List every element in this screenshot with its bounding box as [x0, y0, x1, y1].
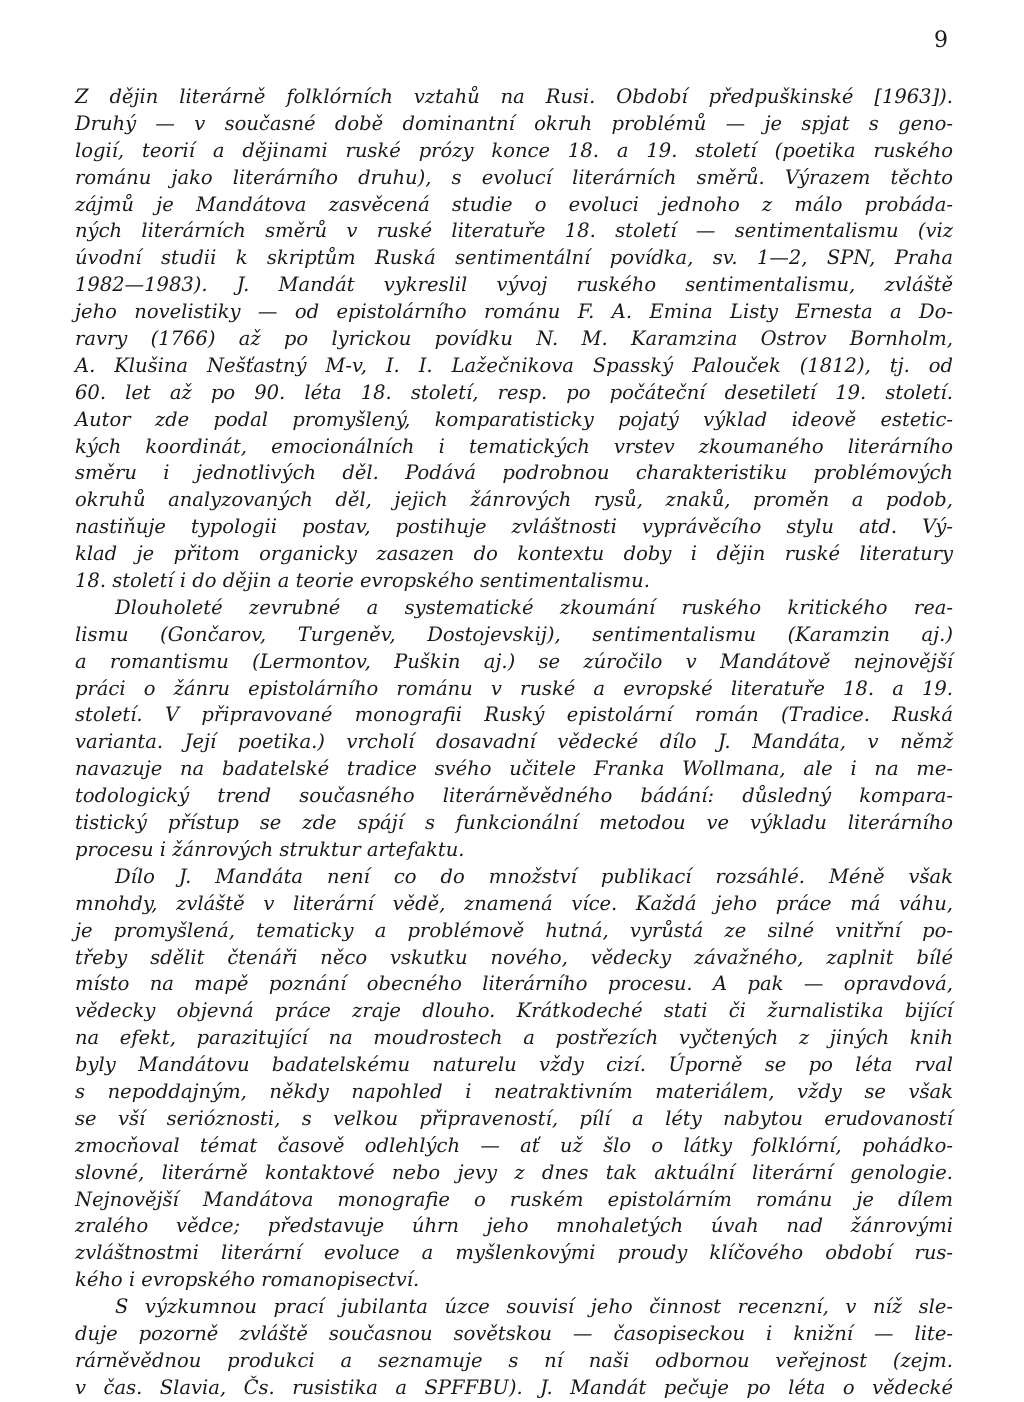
text-line: na efekt, parazitující na moudrostech a postřezích vyčtených z jiných knih: [75, 1026, 953, 1050]
text-line: zmocňoval témat časově odlehlých — ať už šlo o látky folklórní, pohádko-: [75, 1133, 953, 1157]
text-line: směru i jednotlivých děl. Podává podrobnou charakteristiku problémových: [75, 461, 953, 485]
text-line: zájmů je Mandátova zasvěcená studie o evoluci jednoho z málo probáda-: [75, 192, 953, 216]
text-line: 1982—1983). J. Mandát vykreslil vývoj ruského sentimentalismu, zvláště: [75, 273, 953, 297]
text-line: kých koordinát, emocionálních i tematických vrstev zkoumaného literárního: [75, 434, 953, 458]
text-line: vědecky objevná práce zraje dlouho. Krátkodeché stati či žurnalistika bijící: [75, 999, 953, 1023]
text-line: v čas. Slavia, Čs. rusistika a SPFFBU). J. Mandát pečuje po léta o vědecké: [75, 1375, 953, 1399]
text-line: úvodní studii k skriptům Ruská sentimentální povídka, sv. 1—2, SPN, Praha: [75, 246, 953, 270]
text-line: třeby sdělit čtenáři něco vskutku nového, vědecky závažného, zaplnit bílé: [75, 945, 953, 969]
text-line: Autor zde podal promyšlený, komparatisticky pojatý výklad ideově estetic-: [75, 407, 953, 431]
text-line: logií, teorií a dějinami ruské prózy konce 18. a 19. století (poetika ruského: [75, 138, 953, 162]
text-line: Dlouholeté zevrubné a systematické zkoumání ruského kritického rea-: [115, 595, 953, 619]
text-line: místo na mapě poznání obecného literárního procesu. A pak — opravdová,: [75, 972, 953, 996]
text-line: jeho novelistiky — od epistolárního románu F. A. Emina Listy Ernesta a Do-: [75, 300, 953, 324]
text-line: ných literárních směrů v ruské literatuře 18. století — sentimentalismu (viz: [75, 219, 953, 243]
text-line: slovné, literárně kontaktové nebo jevy z dnes tak aktuální literární genologie.: [75, 1160, 953, 1184]
text-line: Druhý — v současné době dominantní okruh problémů — je spjat s geno-: [75, 111, 953, 135]
text-line: klad je přitom organicky zasazen do kontextu doby i dějin ruské literatury: [75, 542, 953, 566]
text-line: s nepoddajným, někdy napohled i neatraktivním materiálem, vždy se však: [75, 1079, 953, 1103]
text-line: se vší serióznosti, s velkou připraveností, pílí a léty nabytou erudovaností: [75, 1106, 953, 1130]
text-line: století. V připravované monografii Ruský epistolární román (Tradice. Ruská: [75, 703, 953, 727]
page-number: 9: [934, 28, 948, 53]
text-line: 60. let až po 90. léta 18. století, resp. po počáteční desetiletí 19. století.: [75, 380, 953, 404]
text-line: procesu i žánrových struktur artefaktu.: [75, 837, 465, 861]
text-line: nastiňuje typologii postav, postihuje zvláštnosti vyprávěcího stylu atd. Vý-: [75, 515, 953, 539]
paragraph: [75, 864, 953, 1294]
text-line: mnohdy, zvláště v literární vědě, znamená více. Každá jeho práce má váhu,: [75, 891, 953, 915]
text-line: Dílo J. Mandáta není co do množství publikací rozsáhlé. Méně však: [115, 864, 953, 888]
text-line: zralého vědce; představuje úhrn jeho mnohaletých úvah nad žánrovými: [75, 1214, 953, 1238]
text-line: okruhů analyzovaných děl, jejich žánrových rysů, znaků, proměn a podob,: [75, 488, 953, 512]
text-line: A. Klušina Nešťastný M-v, I. I. Lažečnikova Spasský Palouček (1812), tj. od: [75, 353, 953, 377]
text-line: lismu (Gončarov, Turgeněv, Dostojevskij), sentimentalismu (Karamzin aj.): [75, 622, 953, 646]
text-line: a romantismu (Lermontov, Puškin aj.) se zúročilo v Mandátově nejnovější: [75, 649, 953, 673]
paragraph: [75, 595, 953, 864]
text-line: ravry (1766) až po lyrickou povídku N. M. Karamzina Ostrov Bornholm,: [75, 327, 953, 351]
text-line: byly Mandátovu badatelskému naturelu vždy cizí. Úporně se po léta rval: [75, 1053, 953, 1077]
text-line: zvláštnostmi literární evoluce a myšlenkovými proudy klíčového období rus-: [75, 1241, 953, 1265]
text-line: rárněvědnou produkci a seznamuje s ní naši odbornou veřejnost (zejm.: [75, 1348, 953, 1372]
text-line: Nejnovější Mandátova monografie o ruském epistolárním románu je dílem: [75, 1187, 953, 1211]
text-line: varianta. Její poetika.) vrcholí dosavadní vědecké dílo J. Mandáta, v němž: [75, 730, 953, 754]
text-line: románu jako literárního druhu), s evolucí literárních směrů. Výrazem těchto: [75, 165, 953, 189]
text-line: duje pozorně zvláště současnou sovětskou — časopiseckou i knižní — lite-: [75, 1321, 953, 1345]
text-line: Z dějin literárně folklórních vztahů na Rusi. Období předpuškinské [1963]).: [75, 85, 953, 108]
body-text: [75, 84, 953, 1402]
text-line: todologický trend současného literárněvědného bádání: důsledný kompara-: [75, 784, 953, 808]
paragraph: [75, 1294, 953, 1402]
text-line: 18. století i do dějin a teorie evropského sentimentalismu.: [75, 569, 650, 593]
text-line: tistický přístup se zde spájí s funkcionální metodou ve výkladu literárního: [75, 811, 953, 835]
text-line: S výzkumnou prací jubilanta úzce souvisí jeho činnost recenzní, v níž sle-: [115, 1295, 953, 1319]
paragraph: [75, 84, 953, 595]
text-line: práci o žánru epistolárního románu v ruské a evropské literatuře 18. a 19.: [75, 676, 953, 700]
text-line: navazuje na badatelské tradice svého učitele Franka Wollmana, ale i na me-: [75, 757, 953, 781]
text-line: kého i evropského romanopisectví.: [75, 1268, 420, 1292]
text-line: je promyšlená, tematicky a problémově hutná, vyrůstá ze silné vnitřní po-: [75, 918, 953, 942]
